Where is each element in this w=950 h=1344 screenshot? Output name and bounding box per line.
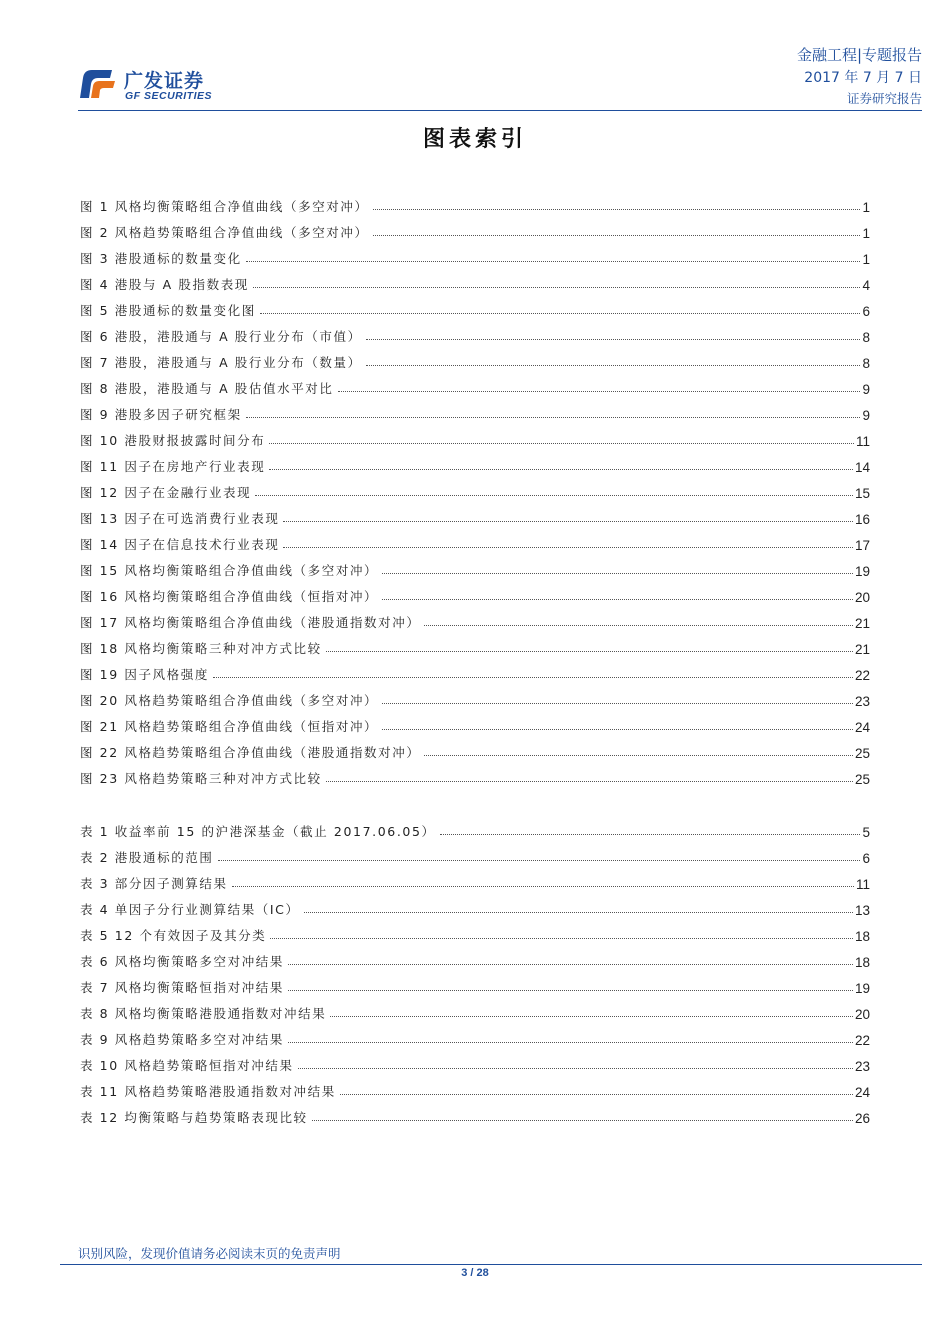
toc-entry-figure[interactable] [80, 397, 870, 423]
toc-entry-figure[interactable] [80, 683, 870, 709]
toc-entry-figure[interactable] [80, 371, 870, 397]
toc-leader-dots [338, 391, 861, 392]
toc-entry-label: 表 1 收益率前 15 的沪港深基金（截止 2017.06.05） [80, 824, 436, 839]
toc-entry-figure[interactable] [80, 605, 870, 631]
toc-entry-page: 22 [854, 1033, 870, 1048]
toc-entry-table[interactable] [80, 944, 870, 970]
toc-entry-figure[interactable] [80, 735, 870, 761]
toc-leader-dots [288, 990, 853, 991]
toc-entry-figure[interactable] [80, 709, 870, 735]
toc-entry-label: 图 14 因子在信息技术行业表现 [80, 537, 280, 552]
toc-entry-label: 图 22 风格趋势策略组合净值曲线（港股通指数对冲） [80, 745, 421, 760]
toc-entry-page: 14 [854, 460, 870, 475]
company-logo [78, 64, 238, 108]
toc-entry-label: 图 1 风格均衡策略组合净值曲线（多空对冲） [80, 199, 369, 214]
toc-entry-figure[interactable] [80, 215, 870, 241]
logo-chinese-name: 广发证券 [124, 70, 205, 92]
toc-entry-page: 25 [854, 746, 870, 761]
toc-leader-dots [373, 235, 861, 236]
toc-entry-page: 23 [854, 694, 870, 709]
toc-entry-table[interactable] [80, 918, 870, 944]
toc-leader-dots [366, 339, 861, 340]
toc-entry-label: 表 11 风格趋势策略港股通指数对冲结果 [80, 1084, 336, 1099]
header-department: 金融工程|专题报告 [796, 46, 922, 64]
toc-entry-label: 表 2 港股通标的范围 [80, 850, 214, 865]
header-date: 2017 年 7 月 7 日 [804, 70, 922, 86]
toc-entry-label: 图 4 港股与 A 股指数表现 [80, 277, 249, 292]
toc-leader-dots [382, 703, 853, 704]
page-title: 图表索引 [422, 127, 527, 152]
toc-entry-page: 1 [862, 252, 870, 267]
toc-entry-page: 26 [854, 1111, 870, 1126]
toc-leader-dots [246, 417, 861, 418]
toc-leader-dots [269, 469, 853, 470]
toc-entry-page: 13 [854, 903, 870, 918]
toc-entry-page: 4 [862, 278, 870, 293]
toc-entry-label: 图 19 因子风格强度 [80, 667, 209, 682]
toc-entry-page: 20 [854, 590, 870, 605]
toc-entry-page: 6 [862, 304, 870, 319]
toc-entry-label: 表 8 风格均衡策略港股通指数对冲结果 [80, 1006, 327, 1021]
toc-entry-label: 表 4 单因子分行业测算结果（IC） [80, 902, 300, 917]
toc-entry-label: 表 9 风格趋势策略多空对冲结果 [80, 1032, 285, 1047]
toc-leader-dots [304, 912, 853, 913]
toc-entry-label: 图 5 港股通标的数量变化图 [80, 303, 256, 318]
toc-entry-table[interactable] [80, 1100, 870, 1126]
toc-leader-dots [382, 599, 853, 600]
footer-divider [60, 1264, 922, 1265]
toc-leader-dots [424, 755, 853, 756]
toc-leader-dots [283, 521, 853, 522]
toc-leader-dots [283, 547, 853, 548]
toc-entry-label: 图 18 风格均衡策略三种对冲方式比较 [80, 641, 322, 656]
toc-entry-label: 表 12 均衡策略与趋势策略表现比较 [80, 1110, 308, 1125]
toc-entry-label: 图 13 因子在可选消费行业表现 [80, 511, 280, 526]
toc-entry-page: 24 [854, 1085, 870, 1100]
toc-entry-page: 18 [854, 929, 870, 944]
toc-leader-dots [270, 938, 853, 939]
toc-leader-dots [298, 1068, 853, 1069]
toc-entry-figure[interactable] [80, 345, 870, 371]
toc-entry-page: 1 [862, 200, 870, 215]
toc-leader-dots [218, 860, 861, 861]
toc-entry-page: 8 [862, 356, 870, 371]
toc-entry-page: 9 [862, 408, 870, 423]
table-index [80, 814, 870, 1126]
toc-leader-dots [255, 495, 853, 496]
toc-leader-dots [288, 1042, 853, 1043]
toc-leader-dots [326, 651, 853, 652]
figure-index [80, 189, 870, 787]
toc-entry-page: 22 [854, 668, 870, 683]
toc-entry-figure[interactable] [80, 761, 870, 787]
toc-entry-figure[interactable] [80, 657, 870, 683]
toc-entry-label: 图 23 风格趋势策略三种对冲方式比较 [80, 771, 322, 786]
toc-leader-dots [340, 1094, 853, 1095]
toc-leader-dots [246, 261, 861, 262]
footer-disclaimer: 识别风险，发现价值请务必阅读末页的免责声明 [78, 1246, 341, 1261]
toc-entry-table[interactable] [80, 1074, 870, 1100]
toc-entry-page: 24 [854, 720, 870, 735]
toc-entry-figure[interactable] [80, 189, 870, 215]
toc-entry-label: 表 6 风格均衡策略多空对冲结果 [80, 954, 285, 969]
toc-leader-dots [424, 625, 853, 626]
toc-entry-table[interactable] [80, 996, 870, 1022]
toc-entry-page: 19 [854, 564, 870, 579]
toc-entry-figure[interactable] [80, 631, 870, 657]
header-report-type: 证券研究报告 [846, 91, 922, 106]
toc-entry-figure[interactable] [80, 449, 870, 475]
toc-entry-page: 19 [854, 981, 870, 996]
toc-entry-label: 图 11 因子在房地产行业表现 [80, 459, 266, 474]
toc-entry-page: 6 [862, 851, 870, 866]
toc-entry-page: 16 [854, 512, 870, 527]
logo-english-name: GF SECURITIES [125, 90, 213, 102]
toc-entry-table[interactable] [80, 840, 870, 866]
toc-entry-page: 8 [862, 330, 870, 345]
toc-entry-label: 表 7 风格均衡策略恒指对冲结果 [80, 980, 285, 995]
toc-entry-label: 表 10 风格趋势策略恒指对冲结果 [80, 1058, 294, 1073]
toc-entry-figure[interactable] [80, 319, 870, 345]
toc-entry-page: 25 [854, 772, 870, 787]
toc-leader-dots [288, 964, 853, 965]
toc-entry-figure[interactable] [80, 579, 870, 605]
toc-entry-table[interactable] [80, 814, 870, 840]
toc-entry-label: 图 16 风格均衡策略组合净值曲线（恒指对冲） [80, 589, 379, 604]
toc-entry-label: 图 20 风格趋势策略组合净值曲线（多空对冲） [80, 693, 379, 708]
toc-entry-table[interactable] [80, 1048, 870, 1074]
toc-entry-label: 图 15 风格均衡策略组合净值曲线（多空对冲） [80, 563, 379, 578]
toc-entry-figure[interactable] [80, 293, 870, 319]
header-divider [78, 110, 922, 111]
toc-entry-table[interactable] [80, 970, 870, 996]
toc-entry-page: 23 [854, 1059, 870, 1074]
toc-entry-figure[interactable] [80, 553, 870, 579]
toc-entry-page: 1 [862, 226, 870, 241]
toc-entry-figure[interactable] [80, 241, 870, 267]
toc-leader-dots [312, 1120, 853, 1121]
toc-entry-label: 表 5 12 个有效因子及其分类 [80, 928, 267, 943]
toc-entry-page: 21 [854, 642, 870, 657]
toc-entry-table[interactable] [80, 892, 870, 918]
toc-leader-dots [232, 886, 854, 887]
toc-entry-page: 9 [862, 382, 870, 397]
toc-entry-table[interactable] [80, 1022, 870, 1048]
toc-entry-page: 11 [855, 434, 870, 449]
toc-entry-page: 15 [854, 486, 870, 501]
toc-entry-page: 21 [854, 616, 870, 631]
toc-leader-dots [326, 781, 853, 782]
toc-leader-dots [330, 1016, 853, 1017]
toc-entry-label: 图 10 港股财报披露时间分布 [80, 433, 266, 448]
toc-entry-page: 11 [855, 877, 870, 892]
toc-entry-page: 18 [854, 955, 870, 970]
toc-leader-dots [269, 443, 854, 444]
toc-entry-figure[interactable] [80, 527, 870, 553]
toc-leader-dots [253, 287, 861, 288]
toc-leader-dots [440, 834, 861, 835]
toc-entry-figure[interactable] [80, 423, 870, 449]
toc-entry-figure[interactable] [80, 475, 870, 501]
toc-entry-figure[interactable] [80, 501, 870, 527]
toc-leader-dots [382, 729, 853, 730]
toc-entry-label: 表 3 部分因子测算结果 [80, 876, 228, 891]
toc-leader-dots [366, 365, 861, 366]
toc-entry-page: 20 [854, 1007, 870, 1022]
gf-logo-icon [78, 64, 118, 104]
toc-entry-label: 图 21 风格趋势策略组合净值曲线（恒指对冲） [80, 719, 379, 734]
toc-entry-table[interactable] [80, 866, 870, 892]
toc-leader-dots [382, 573, 853, 574]
toc-entry-page: 5 [862, 825, 870, 840]
toc-entry-label: 图 2 风格趋势策略组合净值曲线（多空对冲） [80, 225, 369, 240]
toc-entry-label: 图 7 港股，港股通与 A 股行业分布（数量） [80, 355, 362, 370]
toc-entry-label: 图 12 因子在金融行业表现 [80, 485, 252, 500]
toc-entry-label: 图 9 港股多因子研究框架 [80, 407, 242, 422]
toc-entry-label: 图 17 风格均衡策略组合净值曲线（港股通指数对冲） [80, 615, 421, 630]
toc-leader-dots [260, 313, 861, 314]
toc-entry-label: 图 3 港股通标的数量变化 [80, 251, 242, 266]
toc-entry-label: 图 6 港股，港股通与 A 股行业分布（市值） [80, 329, 362, 344]
toc-entry-page: 17 [854, 538, 870, 553]
toc-entry-figure[interactable] [80, 267, 870, 293]
toc-leader-dots [213, 677, 853, 678]
toc-entry-label: 图 8 港股，港股通与 A 股估值水平对比 [80, 381, 334, 396]
toc-leader-dots [373, 209, 861, 210]
page-number: 3 / 28 [461, 1267, 489, 1279]
